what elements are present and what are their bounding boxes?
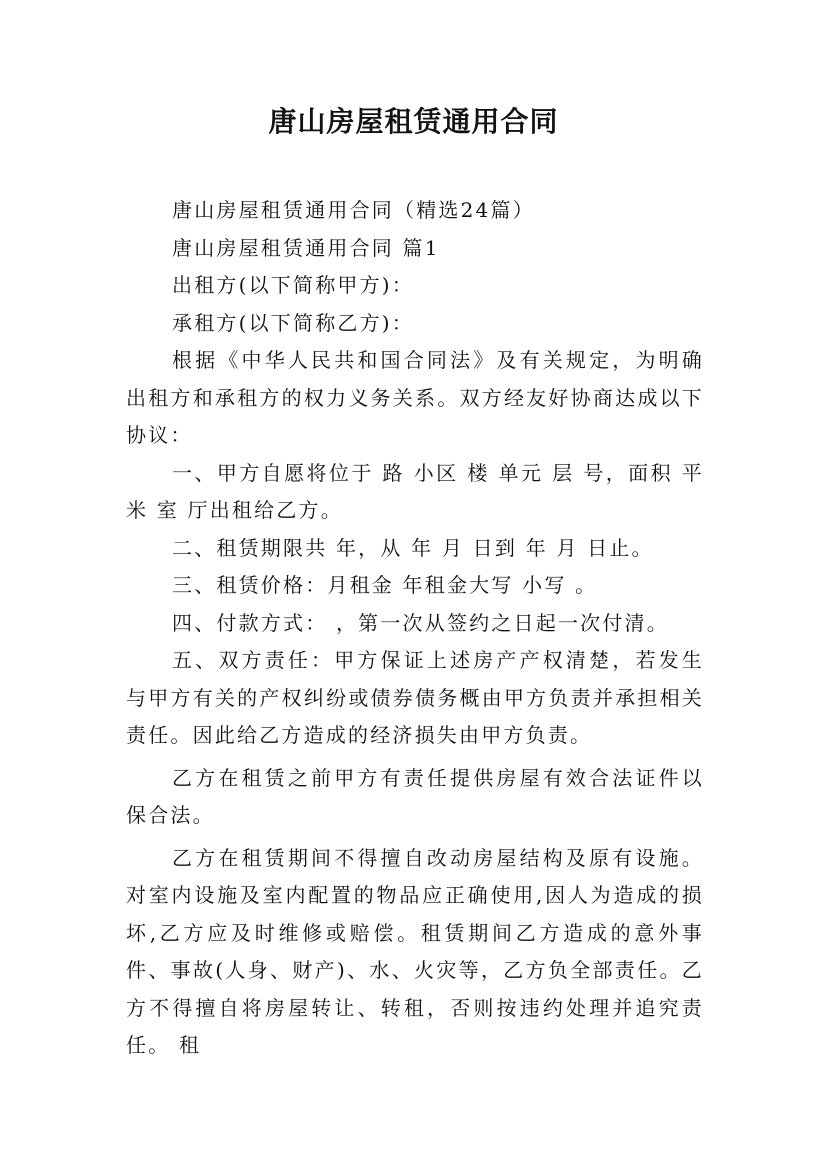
clause-1: 一、甲方自愿将位于 路 小区 楼 单元 层 号，面积 平米 室 厅出租给乙方。 [126,460,704,522]
subtitle-paragraph: 唐山房屋租赁通用合同（精选24篇） [172,198,535,222]
clause-2: 二、租赁期限共 年，从 年 月 日到 年 月 日止。 [172,535,654,560]
lessee-line: 承租方(以下简称乙方)： [172,310,415,335]
document-body [126,192,704,1065]
document-title: 唐山房屋租赁通用合同 [268,105,559,138]
clause-5-paragraph-2: 乙方在租赁之前甲方有责任提供房屋有效合法证件以保合法。 [126,765,704,827]
preamble-paragraph: 根据《中华人民共和国合同法》及有关规定，为明确出租方和承租方的权力义务关系。双方经友好协商达成以下协议： [126,348,704,447]
clause-4: 四、付款方式： ，第一次从签约之日起一次付清。 [172,610,669,635]
clause-5-paragraph-3: 乙方在租赁期间不得擅自改动房屋结构及原有设施。对室内设施及室内配置的物品应正确使用,因人为造成的损坏,乙方应及时维修或赔偿。租赁期间乙方造成的意外事件、事故(人身、财产)、水、火灾等，乙方负全部责任。乙方不得擅自将房屋转让、转租，否则按违约处理并追究责任。 租 [126,845,704,1057]
clause-5: 五、双方责任：甲方保证上述房产产权清楚，若发生与甲方有关的产权纠纷或债券债务概由甲方负责并承担相关责任。因此给乙方造成的经济损失由甲方负责。 [126,648,704,747]
lessor-line: 出租方(以下简称甲方)： [172,273,415,297]
clause-3: 三、租赁价格：月租金 年租金大写 小写 。 [172,573,598,597]
section-heading: 唐山房屋租赁通用合同 篇1 [172,235,440,260]
